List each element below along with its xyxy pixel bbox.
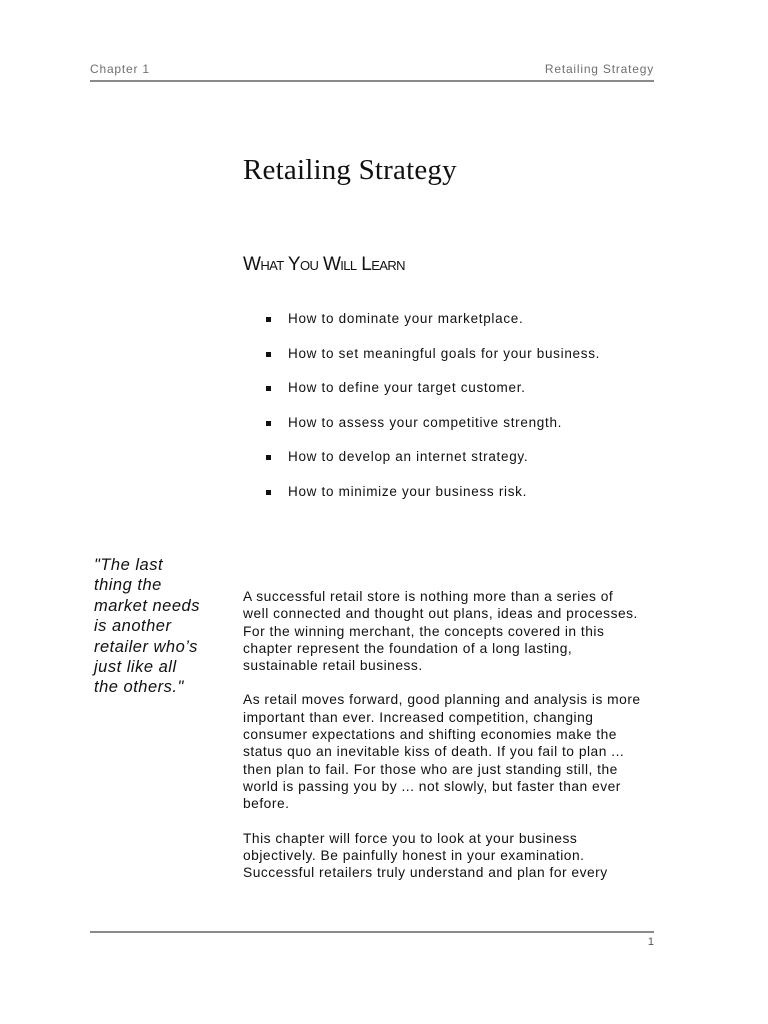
- body-paragraph: This chapter will force you to look at your business objectively. Be painfully honest in your examination. Successful retailers truly understand and plan for every: [243, 830, 608, 881]
- body-paragraph: As retail moves forward, good planning and analysis is more important than ever. Increased competition, changing consumer expectations and shifting economies make the status quo an inevitable kiss of death. If you fail to plan ... then plan to fail. For those who are just standing still, the world is passing you by ... not slowly, but faster than ever before.: [243, 692, 641, 812]
- bullet-icon: [266, 421, 271, 426]
- footer-divider: [90, 931, 654, 933]
- list-item-text: How to develop an internet strategy.: [288, 449, 529, 465]
- list-item-text: How to set meaningful goals for your business.: [288, 345, 601, 361]
- list-item: [266, 309, 600, 344]
- chapter-label: Chapter 1: [90, 62, 150, 76]
- bullet-icon: [266, 386, 271, 391]
- list-item: [266, 413, 600, 448]
- running-header: [90, 62, 654, 80]
- list-item: [266, 378, 600, 413]
- list-item-text: How to define your target customer.: [288, 380, 526, 396]
- bullet-icon: [266, 317, 271, 322]
- list-item: [266, 344, 600, 379]
- section-heading: What You Will Learn: [243, 254, 405, 275]
- running-title: Retailing Strategy: [544, 62, 654, 76]
- chapter-title: Retailing Strategy: [243, 154, 457, 186]
- bullet-icon: [266, 490, 271, 495]
- list-item-text: How to assess your competitive strength.: [288, 414, 563, 430]
- body-text: [243, 588, 643, 898]
- bullet-icon: [266, 455, 271, 460]
- body-paragraph: A successful retail store is nothing more than a series of well connected and thought out plans, ideas and processes. For the winning merchant, the concepts covered in this chapter represent the foundation of a long lasting, sustainable retail business.: [243, 589, 638, 674]
- pull-quote: "The last thing the market needs is another retailer who’s just like all the others.": [94, 556, 200, 697]
- list-item: [266, 447, 600, 482]
- header-divider: [90, 80, 654, 82]
- list-item: [266, 482, 600, 517]
- list-item-text: How to minimize your business risk.: [288, 483, 528, 499]
- list-item-text: How to dominate your marketplace.: [288, 311, 524, 326]
- bullet-icon: [266, 352, 271, 357]
- learning-objectives-list: [266, 309, 600, 517]
- page-number: 1: [647, 936, 654, 948]
